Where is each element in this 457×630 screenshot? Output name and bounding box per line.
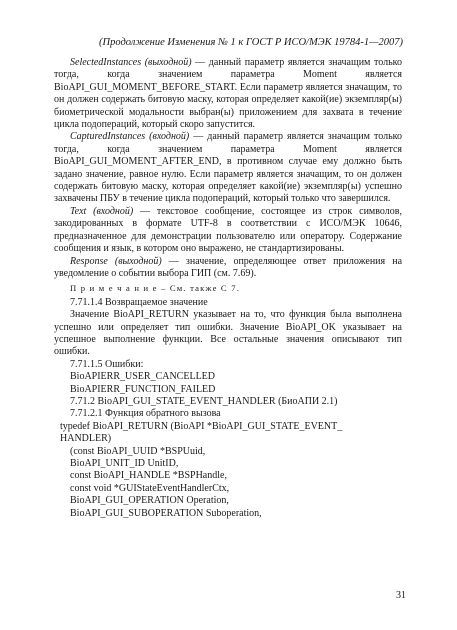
document-body — [54, 57, 402, 520]
param-term: Text (входной) — [70, 205, 134, 217]
code-line: const BioAPI_HANDLE *BSPHandle, — [70, 470, 227, 482]
param-description: — данный параметр является значащим только тогда, когда значением параметра Moment является BioAPI_GUI_MOMENT_BEFORE_START. Если параметр является значащим, то он должен содержать битовую маску, которая определяет какой(ие) экземпляр(ы) биометрической модальности выбран(ы) приложением для захвата в течение цикла подопераций, который скоро запустится. — [54, 57, 403, 131]
param-description: — значение, определяющее ответ приложения на уведомление о событии выбора ГИП (см. 7.69). — [54, 255, 403, 279]
param-term: CapturedInstances (входной) — [70, 131, 190, 143]
param-text — [54, 206, 402, 256]
running-header: (Продолжение Изменения № 1 к ГОСТ Р ИСО/МЭК 19784-1—2007) — [99, 37, 403, 48]
param-selected-instances — [54, 57, 402, 131]
note: П р и м е ч а н и е – См. также С 7. — [70, 283, 241, 294]
error-code: BioAPIERR_USER_CANCELLED — [70, 371, 216, 383]
param-term: SelectedInstances (выходной) — [70, 57, 192, 68]
code-line: const void *GUIStateEventHandlerCtx, — [70, 482, 230, 494]
page-number: 31 — [396, 590, 406, 601]
code-line: (const BioAPI_UUID *BSPUuid, — [70, 445, 206, 457]
section-heading: 7.71.2 BioAPI_GUI_STATE_EVENT_HANDLER (БиоАПИ 2.1) — [70, 395, 338, 407]
return-value-paragraph: Значение BioAPI_RETURN указывает на то, что функция была выполнена успешно или определяет тип ошибки. Значение BioAPI_OK указывает на успешное выполнение функции. Все остальные значения описывают тип ошибки. — [54, 309, 402, 358]
code-line: HANDLER) — [60, 433, 112, 445]
code-line: typedef BioAPI_RETURN (BioAPI *BioAPI_GUI_STATE_EVENT_ — [60, 420, 343, 432]
error-code: BioAPIERR_FUNCTION_FAILED — [70, 383, 216, 395]
param-response — [54, 256, 402, 281]
code-block — [54, 359, 402, 520]
param-description: — текстовое сообщение, состоящее из строк символов, закодированных в формате UTF-8 в соответствии с ИСО/МЭК 10646, предназначенное для демонстрации пользователю или оператору. Содержание сообщения и язык, в котором оно выражено, не стандартизированы. — [54, 205, 402, 255]
section-heading: 7.71.1.4 Возвращаемое значение — [70, 296, 208, 308]
code-line: BioAPI_UNIT_ID UnitID, — [70, 458, 179, 469]
param-captured-instances — [54, 131, 402, 205]
param-description: — данный параметр является значащим только тогда, когда значением параметра Moment является BioAPI_GUI_MOMENT_AFTER_END, в противном случае ему должно быть задано значение, равное нулю. Если параметр является значащим, то он должен содержать битовую маску, которая определяет какой(ие) экземпляр(ы) успешно захвачены ПБУ в течение цикла подопераций, который только что завершился. — [54, 131, 402, 205]
param-term: Response (выходной) — [70, 255, 162, 267]
code-line: BioAPI_GUI_OPERATION Operation, — [70, 495, 229, 507]
section-heading: 7.71.2.1 Функция обратного вызова — [70, 408, 221, 420]
code-line: BioAPI_GUI_SUBOPERATION Suboperation, — [70, 507, 262, 519]
section-heading: 7.71.1.5 Ошибки: — [70, 358, 144, 370]
